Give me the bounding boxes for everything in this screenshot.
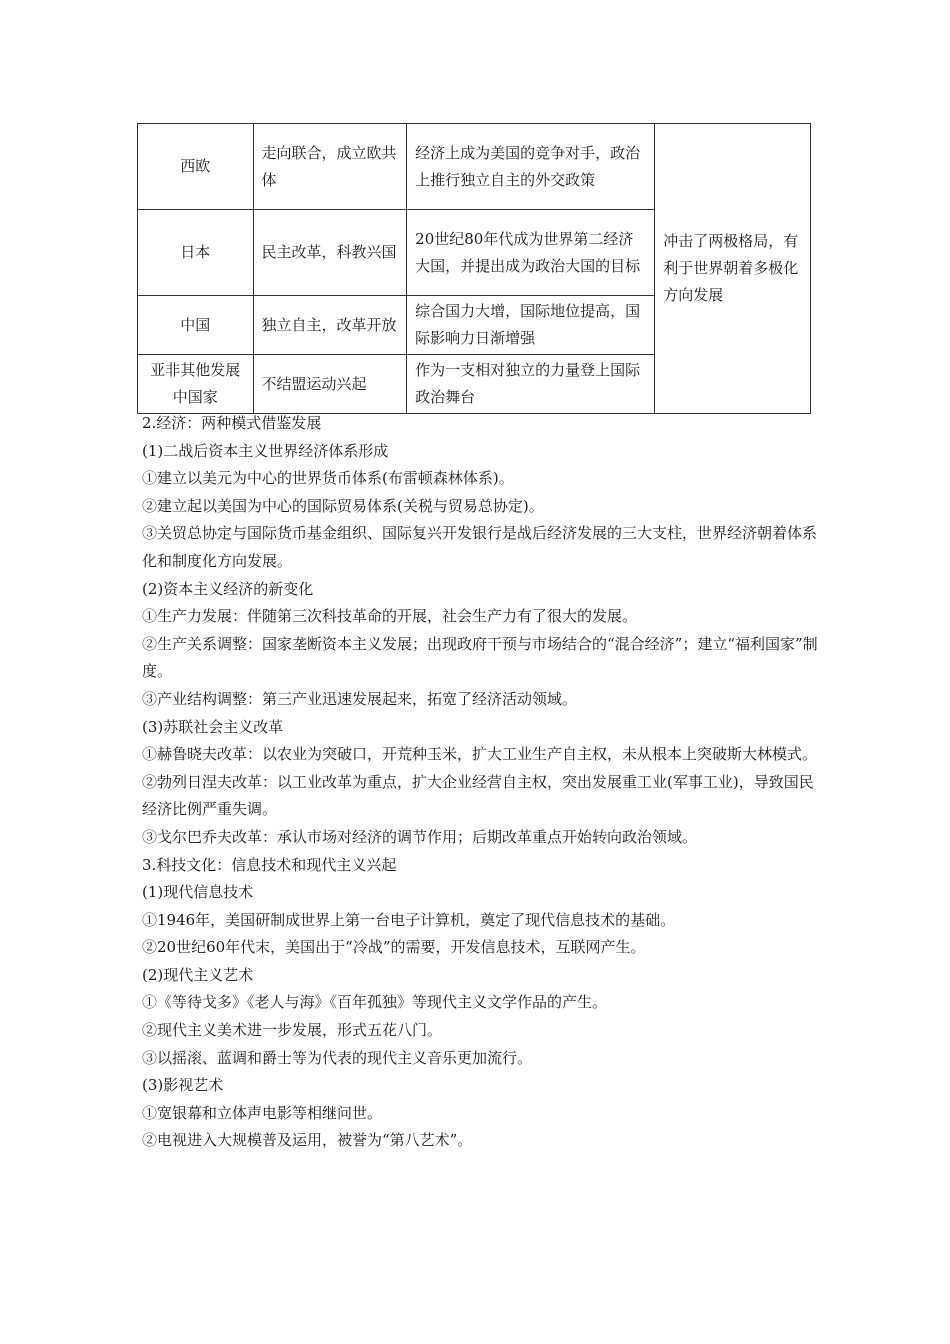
region-cell: 亚非其他发展中国家	[138, 355, 254, 414]
list-item: ②电视进入大规模普及运用，被誉为“第八艺术”。	[142, 1131, 473, 1150]
region-cell: 西欧	[138, 124, 254, 210]
result-cell: 20世纪80年代成为世界第二经济大国，并提出成为政治大国的目标	[407, 210, 655, 296]
multipolar-table	[137, 123, 811, 414]
list-item: ②生产关系调整：国家垄断资本主义发展；出现政府干预与市场结合的“混合经济”；建立“福利国家”制度。	[142, 634, 818, 681]
subheading: (3)苏联社会主义改革	[142, 717, 284, 736]
list-item: ③产业结构调整：第三产业迅速发展起来，拓宽了经济活动领域。	[142, 689, 578, 708]
result-cell: 经济上成为美国的竞争对手，政治上推行独立自主的外交政策	[407, 124, 655, 210]
result-cell: 作为一支相对独立的力量登上国际政治舞台	[407, 355, 655, 414]
path-cell: 独立自主，改革开放	[253, 296, 407, 355]
list-item: ①建立以美元为中心的世界货币体系(布雷顿森林体系)。	[142, 469, 514, 488]
list-item: ①1946年，美国研制成世界上第一台电子计算机，奠定了现代信息技术的基础。	[142, 910, 676, 929]
path-cell: 不结盟运动兴起	[253, 355, 407, 414]
list-item: ②建立起以美国为中心的国际贸易体系(关税与贸易总协定)。	[142, 496, 544, 515]
subheading: (3)影视艺术	[142, 1076, 224, 1095]
list-item: ①《等待戈多》《老人与海》《百年孤独》等现代主义文学作品的产生。	[142, 993, 608, 1012]
subheading: (2)资本主义经济的新变化	[142, 579, 314, 598]
impact-cell: 冲击了两极格局，有利于世界朝着多极化方向发展	[655, 124, 811, 414]
list-item: ③以摇滚、蓝调和爵士等为代表的现代主义音乐更加流行。	[142, 1048, 533, 1067]
section-heading-tech: 3.科技文化：信息技术和现代主义兴起	[142, 855, 397, 874]
region-cell: 日本	[138, 210, 254, 296]
list-item: ②20世纪60年代末，美国出于“冷战”的需要，开发信息技术，互联网产生。	[142, 938, 646, 957]
body-text	[142, 410, 822, 1155]
subheading: (1)二战后资本主义世界经济体系形成	[142, 441, 389, 460]
region-cell: 中国	[138, 296, 254, 355]
list-item: ③戈尔巴乔夫改革：承认市场对经济的调节作用；后期改革重点开始转向政治领域。	[142, 827, 698, 846]
list-item: ①赫鲁晓夫改革：以农业为突破口，开荒种玉米，扩大工业生产自主权，未从根本上突破斯大林模式。	[142, 745, 818, 764]
list-item: ①生产力发展：伴随第三次科技革命的开展，社会生产力有了很大的发展。	[142, 607, 638, 626]
section-heading-economy: 2.经济：两种模式借鉴发展	[142, 414, 322, 432]
list-item: ②勃列日涅夫改革：以工业改革为重点，扩大企业经营自主权，突出发展重工业(军事工业)，导致国民经济比例严重失调。	[142, 772, 814, 819]
list-item: ①宽银幕和立体声电影等相继问世。	[142, 1103, 383, 1122]
path-cell: 民主改革，科教兴国	[253, 210, 407, 296]
list-item: ②现代主义美术进一步发展，形式五花八门。	[142, 1021, 443, 1040]
result-cell: 综合国力大增，国际地位提高，国际影响力日渐增强	[407, 296, 655, 355]
path-cell: 走向联合，成立欧共体	[253, 124, 407, 210]
subheading: (1)现代信息技术	[142, 883, 254, 902]
table-row	[138, 124, 811, 210]
list-item: ③关贸总协定与国际货币基金组织、国际复兴开发银行是战后经济发展的三大支柱，世界经济朝着体系化和制度化方向发展。	[142, 524, 818, 570]
subheading: (2)现代主义艺术	[142, 965, 254, 984]
